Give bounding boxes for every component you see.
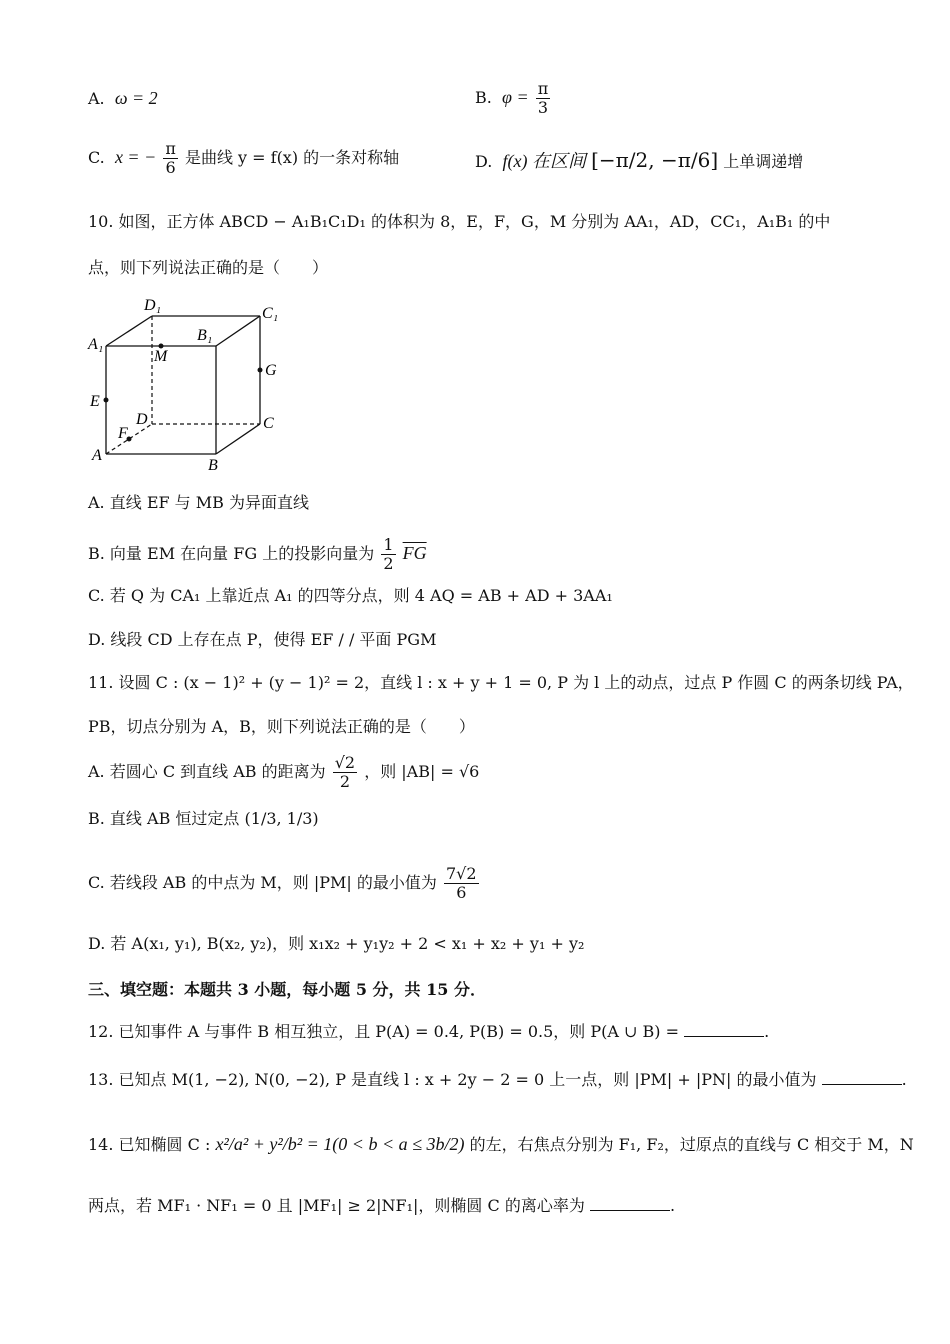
label-d1: D₁ — [144, 297, 162, 314]
q13: 13. 已知点 M(1, −2), N(0, −2), P 是直线 l : x + 2y − 2 = 0 上一点，则 |PM| + |PN| 的最小值为 . — [88, 1070, 907, 1089]
label-a: A — [92, 447, 102, 464]
label-f: F — [118, 425, 128, 442]
point-e-dot — [104, 398, 109, 403]
q12-answer-blank[interactable] — [684, 1022, 764, 1037]
q11-option-c: C. 若线段 AB 的中点为 M，则 |PM| 的最小值为 $\frac{7√2}{6}$ — [88, 864, 477, 902]
q12: 12. 已知事件 A 与事件 B 相互独立，且 P(A) = 0.4, P(B) = 0.5，则 P(A ∪ B) = . — [88, 1022, 770, 1041]
label-e: E — [90, 393, 100, 410]
label-g: G — [265, 362, 277, 379]
label-d: D — [136, 411, 148, 428]
q10-stem-line1: 10. 如图，正方体 ABCD − A₁B₁C₁D₁ 的体积为 8，E，F，G，M 分别为 AA₁，AD，CC₁，A₁B₁ 的中 — [88, 212, 831, 231]
label-b1: B₁ — [197, 327, 213, 344]
q14-line1: 14. 已知椭圆 C : x²/a² + y²/b² = 1(0 < b < a ≤ 3b/2) 的左，右焦点分别为 F₁, F₂，过原点的直线与 C 相交于 M，N — [88, 1134, 914, 1154]
q14-answer-blank[interactable] — [590, 1196, 670, 1211]
q11-option-b: B. 直线 AB 恒过定点 (1/3, 1/3) — [88, 809, 319, 828]
q14-line2: 两点，若 MF₁ · NF₁ = 0 且 |MF₁| ≥ 2|NF₁|，则椭圆 C 的离心率为 . — [88, 1196, 676, 1215]
q9-option-d: D. f(x) 在区间 [−π/2, −π/6] 上单调递增 — [475, 148, 804, 172]
q11-stem-line1: 11. 设圆 C : (x − 1)² + (y − 1)² = 2，直线 l : x + y + 1 = 0, P 为 l 上的动点，过点 P 作圆 C 的两条切线 PA， — [88, 673, 914, 692]
q10-option-b: B. 向量 EM 在向量 FG 上的投影向量为 $\frac{1}{2}$ $\overline{FG}$ — [88, 535, 427, 573]
label-c: C — [263, 415, 274, 432]
q10-option-a: A. 直线 EF 与 MB 为异面直线 — [88, 493, 309, 512]
q11-option-a: A. 若圆心 C 到直线 AB 的距离为 $\frac{√2}{2}$ ，则 |AB| = √6 — [88, 753, 480, 791]
point-g-dot — [258, 368, 263, 373]
section-3-title: 三、填空题：本题共 3 小题，每小题 5 分，共 15 分． — [88, 980, 486, 999]
q10-stem-line2: 点，则下列说法正确的是（ ） — [88, 258, 329, 277]
q11-stem-line2: PB，切点分别为 A，B，则下列说法正确的是（ ） — [88, 717, 475, 736]
q9-option-b: B. φ = $\frac{\pi}{3}$ — [475, 79, 549, 117]
cube-figure — [84, 294, 294, 474]
label-a1: A₁ — [88, 336, 104, 353]
q9-option-a: A. ω = 2 — [88, 88, 158, 108]
label-m: M — [154, 348, 168, 365]
q11-option-d: D. 若 A(x₁, y₁), B(x₂, y₂)，则 x₁x₂ + y₁y₂ + 2 < x₁ + x₂ + y₁ + y₂ — [88, 934, 585, 953]
q10-option-c: C. 若 Q 为 CA₁ 上靠近点 A₁ 的四等分点，则 4 AQ = AB + AD + 3AA₁ — [88, 586, 613, 605]
q10-option-d: D. 线段 CD 上存在点 P，使得 EF / / 平面 PGM — [88, 630, 437, 649]
q9-option-c: C. x = − $\frac{\pi}{6}$ 是曲线 y = f(x) 的一条对称轴 — [88, 139, 400, 177]
q13-answer-blank[interactable] — [822, 1070, 902, 1085]
label-b: B — [208, 457, 218, 474]
label-c1: C₁ — [262, 305, 279, 322]
